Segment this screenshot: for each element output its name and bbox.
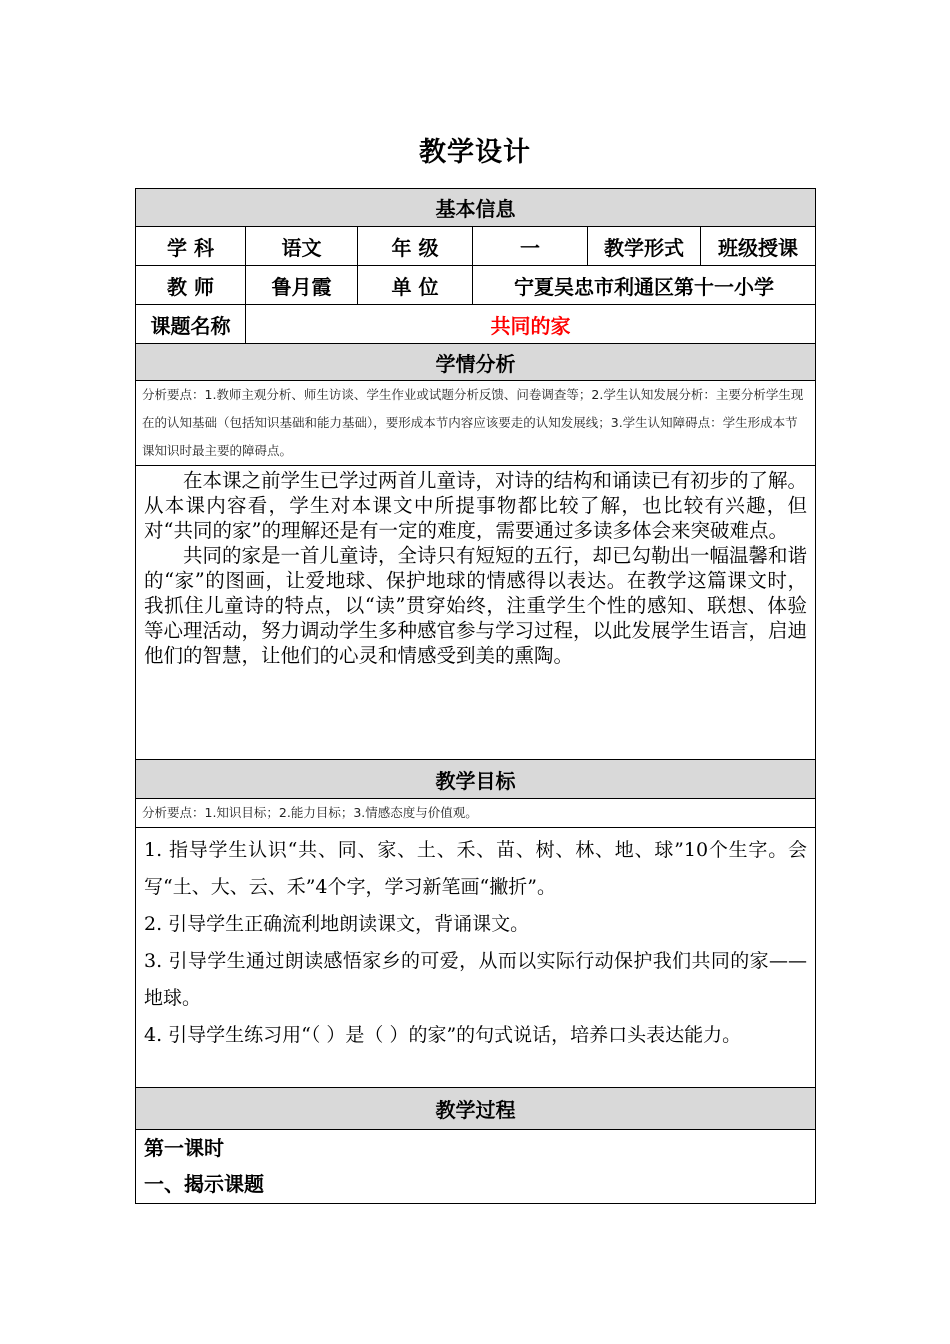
goal-item: 3. 引导学生通过朗读感悟家乡的可爱，从而以实际行动保护我们共同的家—— 地球。 — [144, 950, 807, 1009]
step-heading: 一、揭示课题 — [144, 1172, 264, 1196]
lesson-heading: 第一课时 — [144, 1136, 224, 1160]
subject-value: 语文 — [246, 227, 358, 266]
analysis-paragraph: 共同的家是一首儿童诗，全诗只有短短的五行，却已勾勒出一幅温馨和谐的“家”的图画，让爱地球、保护地球的情感得以表达。在教学这篇课文时，我抓住儿童诗的特点，以“读”贯穿始终，注重学生个性的感知、联想、体验等心理活动，努力调动学生多种感官参与学习过程，以此发展学生语言，启迪他们的智慧，让他们的心灵和情感受到美的熏陶。 — [144, 544, 808, 667]
goals-hint: 分析要点：1.知识目标；2.能力目标；3.情感态度与价值观。 — [136, 799, 816, 828]
analysis-hint: 分析要点：1.教师主观分析、师生访谈、学生作业或试题分析反馈、问卷调查等；2.学生认知发展分析：主要分析学生现在的认知基础（包括知识基础和能力基础），要形成本节内容应该要走的认知发展线；3.学生认知障碍点：学生形成本节课知识时最主要的障碍点。 — [136, 381, 816, 466]
grade-value: 一 — [473, 227, 588, 266]
analysis-paragraph: 在本课之前学生已学过两首儿童诗，对诗的结构和诵读已有初步的了解。从本课内容看，学生对本课文中所提事物都比较了解，也比较有兴趣，但对“共同的家”的理解还是有一定的难度，需要通过多读多体会来突破难点。 — [144, 469, 808, 542]
grade-label: 年 级 — [358, 227, 473, 266]
goal-item: 1. 指导学生认识“共、同、家、土、禾、苗、树、林、地、球”10个生字。会写“土、大、云、禾”4个字，学习新笔画“撇折”。 — [144, 839, 807, 898]
teacher-value: 鲁月霞 — [246, 266, 358, 305]
lesson-plan-table — [135, 188, 816, 1204]
goal-item: 4. 引导学生练习用“（ ）是（ ）的家”的句式说话，培养口头表达能力。 — [144, 1024, 742, 1046]
unit-label: 单 位 — [358, 266, 473, 305]
section-basic-info: 基本信息 — [136, 189, 816, 227]
topic-label: 课题名称 — [136, 305, 246, 344]
subject-label: 学 科 — [136, 227, 246, 266]
teaching-form-value: 班级授课 — [701, 227, 816, 266]
section-student-analysis: 学情分析 — [136, 344, 816, 381]
section-teaching-process: 教学过程 — [136, 1088, 816, 1130]
unit-value: 宁夏吴忠市利通区第十一小学 — [473, 266, 816, 305]
process-body — [136, 1130, 816, 1204]
goal-item: 2. 引导学生正确流利地朗读课文，背诵课文。 — [144, 913, 530, 935]
topic-value: 共同的家 — [246, 305, 816, 344]
analysis-body — [136, 466, 816, 760]
section-teaching-goals: 教学目标 — [136, 760, 816, 799]
teacher-label: 教 师 — [136, 266, 246, 305]
teaching-form-label: 教学形式 — [588, 227, 701, 266]
document-title: 教学设计 — [419, 137, 531, 168]
goals-list — [136, 828, 816, 1088]
